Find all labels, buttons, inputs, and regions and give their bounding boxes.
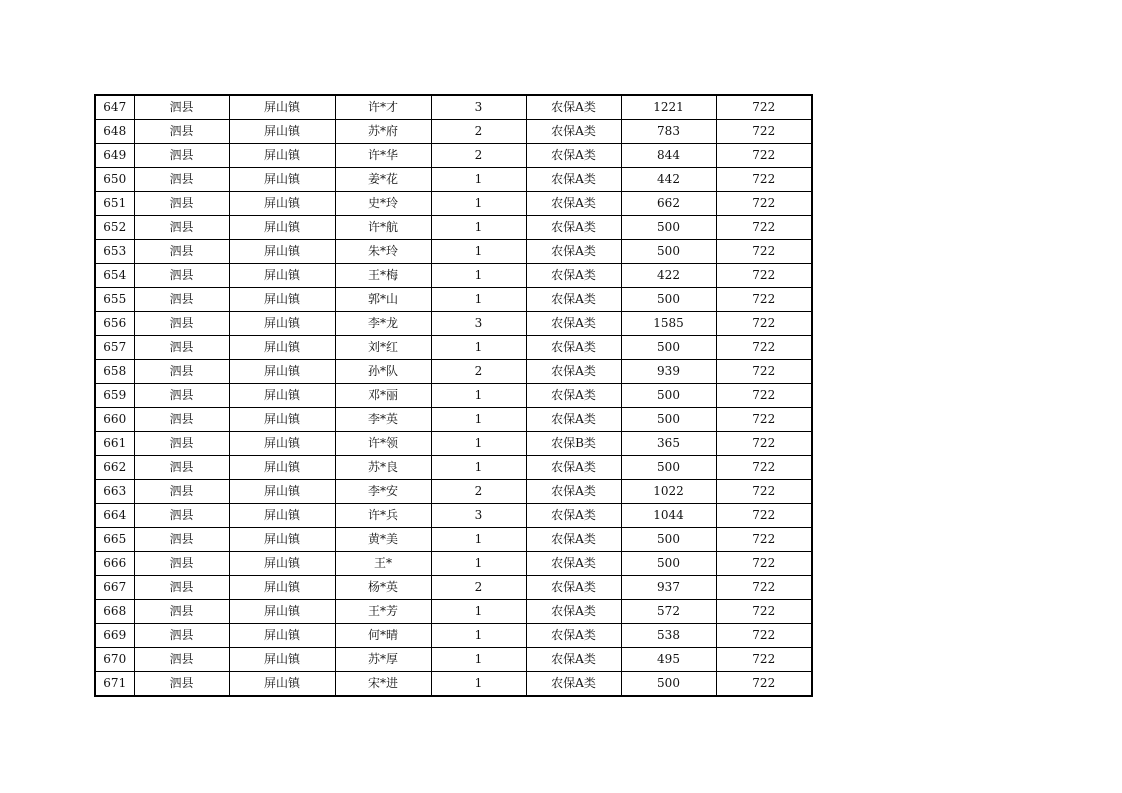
- household-size-cell: 1: [431, 432, 526, 456]
- amount-cell: 500: [621, 672, 716, 697]
- household-size-cell: 1: [431, 240, 526, 264]
- town-cell: 屏山镇: [229, 576, 335, 600]
- row-number-cell: 654: [95, 264, 134, 288]
- name-cell: 许*航: [335, 216, 431, 240]
- category-cell: 农保A类: [526, 456, 621, 480]
- category-cell: 农保A类: [526, 672, 621, 697]
- amount-cell: 937: [621, 576, 716, 600]
- standard-cell: 722: [716, 456, 812, 480]
- town-cell: 屏山镇: [229, 552, 335, 576]
- standard-cell: 722: [716, 336, 812, 360]
- row-number-cell: 653: [95, 240, 134, 264]
- row-number-cell: 648: [95, 120, 134, 144]
- name-cell: 王*: [335, 552, 431, 576]
- household-size-cell: 2: [431, 576, 526, 600]
- standard-cell: 722: [716, 528, 812, 552]
- town-cell: 屏山镇: [229, 312, 335, 336]
- name-cell: 朱*玲: [335, 240, 431, 264]
- table-row: [95, 240, 812, 264]
- row-number-cell: 659: [95, 384, 134, 408]
- amount-cell: 495: [621, 648, 716, 672]
- table-row: [95, 216, 812, 240]
- name-cell: 黄*美: [335, 528, 431, 552]
- amount-cell: 783: [621, 120, 716, 144]
- table-row: [95, 288, 812, 312]
- row-number-cell: 667: [95, 576, 134, 600]
- amount-cell: 1022: [621, 480, 716, 504]
- town-cell: 屏山镇: [229, 120, 335, 144]
- category-cell: 农保A类: [526, 312, 621, 336]
- row-number-cell: 669: [95, 624, 134, 648]
- town-cell: 屏山镇: [229, 528, 335, 552]
- household-size-cell: 1: [431, 456, 526, 480]
- category-cell: 农保A类: [526, 360, 621, 384]
- town-cell: 屏山镇: [229, 360, 335, 384]
- amount-cell: 662: [621, 192, 716, 216]
- amount-cell: 500: [621, 456, 716, 480]
- household-size-cell: 1: [431, 384, 526, 408]
- standard-cell: 722: [716, 552, 812, 576]
- name-cell: 苏*良: [335, 456, 431, 480]
- table-row: [95, 648, 812, 672]
- town-cell: 屏山镇: [229, 144, 335, 168]
- amount-cell: 500: [621, 552, 716, 576]
- town-cell: 屏山镇: [229, 95, 335, 120]
- category-cell: 农保A类: [526, 168, 621, 192]
- county-cell: 泗县: [134, 360, 229, 384]
- name-cell: 李*英: [335, 408, 431, 432]
- standard-cell: 722: [716, 600, 812, 624]
- name-cell: 刘*红: [335, 336, 431, 360]
- town-cell: 屏山镇: [229, 600, 335, 624]
- standard-cell: 722: [716, 576, 812, 600]
- town-cell: 屏山镇: [229, 672, 335, 697]
- name-cell: 史*玲: [335, 192, 431, 216]
- table-row: [95, 456, 812, 480]
- name-cell: 许*华: [335, 144, 431, 168]
- town-cell: 屏山镇: [229, 192, 335, 216]
- row-number-cell: 664: [95, 504, 134, 528]
- town-cell: 屏山镇: [229, 408, 335, 432]
- amount-cell: 500: [621, 216, 716, 240]
- name-cell: 苏*府: [335, 120, 431, 144]
- standard-cell: 722: [716, 288, 812, 312]
- table-row: [95, 480, 812, 504]
- town-cell: 屏山镇: [229, 168, 335, 192]
- standard-cell: 722: [716, 216, 812, 240]
- county-cell: 泗县: [134, 624, 229, 648]
- row-number-cell: 670: [95, 648, 134, 672]
- table-row: [95, 432, 812, 456]
- category-cell: 农保A类: [526, 240, 621, 264]
- data-table: [94, 94, 813, 697]
- county-cell: 泗县: [134, 168, 229, 192]
- name-cell: 王*梅: [335, 264, 431, 288]
- county-cell: 泗县: [134, 552, 229, 576]
- county-cell: 泗县: [134, 504, 229, 528]
- name-cell: 苏*厚: [335, 648, 431, 672]
- row-number-cell: 651: [95, 192, 134, 216]
- table-row: [95, 168, 812, 192]
- standard-cell: 722: [716, 168, 812, 192]
- row-number-cell: 656: [95, 312, 134, 336]
- name-cell: 王*芳: [335, 600, 431, 624]
- town-cell: 屏山镇: [229, 240, 335, 264]
- table-row: [95, 192, 812, 216]
- table-row: [95, 672, 812, 697]
- row-number-cell: 650: [95, 168, 134, 192]
- row-number-cell: 649: [95, 144, 134, 168]
- county-cell: 泗县: [134, 312, 229, 336]
- county-cell: 泗县: [134, 456, 229, 480]
- table-row: [95, 624, 812, 648]
- county-cell: 泗县: [134, 120, 229, 144]
- amount-cell: 844: [621, 144, 716, 168]
- category-cell: 农保A类: [526, 264, 621, 288]
- amount-cell: 572: [621, 600, 716, 624]
- row-number-cell: 657: [95, 336, 134, 360]
- table-row: [95, 504, 812, 528]
- town-cell: 屏山镇: [229, 456, 335, 480]
- name-cell: 郭*山: [335, 288, 431, 312]
- row-number-cell: 662: [95, 456, 134, 480]
- town-cell: 屏山镇: [229, 504, 335, 528]
- standard-cell: 722: [716, 672, 812, 697]
- row-number-cell: 663: [95, 480, 134, 504]
- standard-cell: 722: [716, 360, 812, 384]
- standard-cell: 722: [716, 264, 812, 288]
- category-cell: 农保A类: [526, 504, 621, 528]
- county-cell: 泗县: [134, 480, 229, 504]
- table-row: [95, 264, 812, 288]
- amount-cell: 500: [621, 528, 716, 552]
- household-size-cell: 1: [431, 264, 526, 288]
- county-cell: 泗县: [134, 600, 229, 624]
- category-cell: 农保A类: [526, 528, 621, 552]
- household-size-cell: 1: [431, 528, 526, 552]
- county-cell: 泗县: [134, 336, 229, 360]
- amount-cell: 422: [621, 264, 716, 288]
- table-row: [95, 360, 812, 384]
- household-size-cell: 2: [431, 120, 526, 144]
- category-cell: 农保A类: [526, 120, 621, 144]
- category-cell: 农保A类: [526, 624, 621, 648]
- household-size-cell: 3: [431, 504, 526, 528]
- category-cell: 农保A类: [526, 192, 621, 216]
- amount-cell: 365: [621, 432, 716, 456]
- name-cell: 许*才: [335, 95, 431, 120]
- name-cell: 何*晴: [335, 624, 431, 648]
- amount-cell: 1585: [621, 312, 716, 336]
- row-number-cell: 660: [95, 408, 134, 432]
- household-size-cell: 2: [431, 480, 526, 504]
- county-cell: 泗县: [134, 144, 229, 168]
- standard-cell: 722: [716, 240, 812, 264]
- county-cell: 泗县: [134, 384, 229, 408]
- household-size-cell: 1: [431, 408, 526, 432]
- name-cell: 姜*花: [335, 168, 431, 192]
- table-body: [95, 95, 812, 696]
- row-number-cell: 655: [95, 288, 134, 312]
- household-size-cell: 1: [431, 288, 526, 312]
- table-row: [95, 384, 812, 408]
- category-cell: 农保A类: [526, 600, 621, 624]
- table-row: [95, 120, 812, 144]
- row-number-cell: 668: [95, 600, 134, 624]
- standard-cell: 722: [716, 120, 812, 144]
- standard-cell: 722: [716, 95, 812, 120]
- county-cell: 泗县: [134, 408, 229, 432]
- county-cell: 泗县: [134, 288, 229, 312]
- name-cell: 李*龙: [335, 312, 431, 336]
- county-cell: 泗县: [134, 648, 229, 672]
- household-size-cell: 2: [431, 360, 526, 384]
- row-number-cell: 666: [95, 552, 134, 576]
- county-cell: 泗县: [134, 672, 229, 697]
- category-cell: 农保A类: [526, 216, 621, 240]
- table-row: [95, 95, 812, 120]
- household-size-cell: 3: [431, 95, 526, 120]
- name-cell: 许*领: [335, 432, 431, 456]
- table-row: [95, 552, 812, 576]
- category-cell: 农保A类: [526, 384, 621, 408]
- category-cell: 农保A类: [526, 95, 621, 120]
- household-size-cell: 1: [431, 672, 526, 697]
- household-size-cell: 1: [431, 192, 526, 216]
- table-row: [95, 336, 812, 360]
- household-size-cell: 1: [431, 336, 526, 360]
- category-cell: 农保A类: [526, 336, 621, 360]
- amount-cell: 442: [621, 168, 716, 192]
- household-size-cell: 3: [431, 312, 526, 336]
- county-cell: 泗县: [134, 264, 229, 288]
- category-cell: 农保A类: [526, 552, 621, 576]
- county-cell: 泗县: [134, 576, 229, 600]
- amount-cell: 538: [621, 624, 716, 648]
- table-row: [95, 408, 812, 432]
- amount-cell: 939: [621, 360, 716, 384]
- county-cell: 泗县: [134, 528, 229, 552]
- county-cell: 泗县: [134, 95, 229, 120]
- name-cell: 杨*英: [335, 576, 431, 600]
- town-cell: 屏山镇: [229, 384, 335, 408]
- category-cell: 农保A类: [526, 480, 621, 504]
- amount-cell: 500: [621, 240, 716, 264]
- category-cell: 农保A类: [526, 144, 621, 168]
- standard-cell: 722: [716, 504, 812, 528]
- row-number-cell: 652: [95, 216, 134, 240]
- table-row: [95, 576, 812, 600]
- household-size-cell: 1: [431, 648, 526, 672]
- standard-cell: 722: [716, 648, 812, 672]
- amount-cell: 500: [621, 288, 716, 312]
- household-size-cell: 1: [431, 168, 526, 192]
- row-number-cell: 647: [95, 95, 134, 120]
- row-number-cell: 671: [95, 672, 134, 697]
- town-cell: 屏山镇: [229, 648, 335, 672]
- town-cell: 屏山镇: [229, 336, 335, 360]
- name-cell: 李*安: [335, 480, 431, 504]
- category-cell: 农保A类: [526, 408, 621, 432]
- document-page: [94, 94, 813, 697]
- household-size-cell: 1: [431, 600, 526, 624]
- town-cell: 屏山镇: [229, 624, 335, 648]
- category-cell: 农保A类: [526, 648, 621, 672]
- county-cell: 泗县: [134, 192, 229, 216]
- table-row: [95, 312, 812, 336]
- household-size-cell: 1: [431, 624, 526, 648]
- standard-cell: 722: [716, 408, 812, 432]
- town-cell: 屏山镇: [229, 288, 335, 312]
- county-cell: 泗县: [134, 432, 229, 456]
- amount-cell: 500: [621, 336, 716, 360]
- amount-cell: 500: [621, 384, 716, 408]
- town-cell: 屏山镇: [229, 432, 335, 456]
- category-cell: 农保A类: [526, 576, 621, 600]
- county-cell: 泗县: [134, 240, 229, 264]
- household-size-cell: 1: [431, 552, 526, 576]
- standard-cell: 722: [716, 144, 812, 168]
- row-number-cell: 658: [95, 360, 134, 384]
- standard-cell: 722: [716, 480, 812, 504]
- household-size-cell: 2: [431, 144, 526, 168]
- amount-cell: 500: [621, 408, 716, 432]
- row-number-cell: 665: [95, 528, 134, 552]
- table-row: [95, 144, 812, 168]
- standard-cell: 722: [716, 384, 812, 408]
- amount-cell: 1221: [621, 95, 716, 120]
- name-cell: 邓*丽: [335, 384, 431, 408]
- standard-cell: 722: [716, 312, 812, 336]
- town-cell: 屏山镇: [229, 216, 335, 240]
- name-cell: 孙*队: [335, 360, 431, 384]
- table-row: [95, 600, 812, 624]
- standard-cell: 722: [716, 432, 812, 456]
- town-cell: 屏山镇: [229, 480, 335, 504]
- table-row: [95, 528, 812, 552]
- category-cell: 农保A类: [526, 288, 621, 312]
- name-cell: 宋*进: [335, 672, 431, 697]
- row-number-cell: 661: [95, 432, 134, 456]
- town-cell: 屏山镇: [229, 264, 335, 288]
- county-cell: 泗县: [134, 216, 229, 240]
- household-size-cell: 1: [431, 216, 526, 240]
- name-cell: 许*兵: [335, 504, 431, 528]
- standard-cell: 722: [716, 624, 812, 648]
- standard-cell: 722: [716, 192, 812, 216]
- amount-cell: 1044: [621, 504, 716, 528]
- category-cell: 农保B类: [526, 432, 621, 456]
